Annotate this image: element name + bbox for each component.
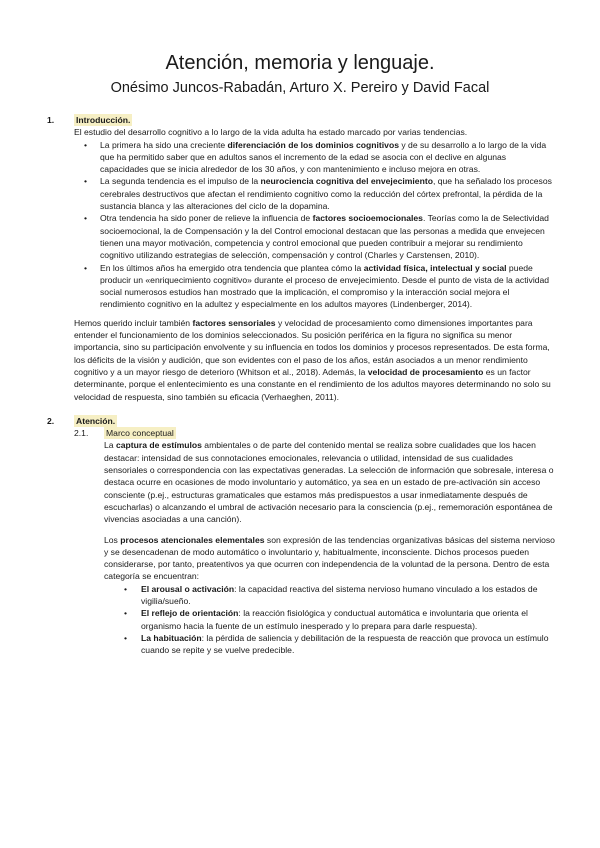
section-heading-atencion — [47, 415, 555, 427]
atencion-paragraph-2: Los procesos atencionales elementales son expresión de las tendencias organizativas básicas del sistema nervioso y se desencadenan de modo automático o involuntario y, habitualmente, inconsciente. Dichos procesos pueden considerarse, por tanto, preatentivos ya que ocurren con independencia de la voluntad de la persona. Dentro de esta categoría se encuentran: — [104, 534, 555, 582]
list-item: • En los últimos años ha emergido otra tendencia que plantea cómo la actividad física, intelectual y social puede producir un «enriquecimiento cognitivo» durante el proceso de envejecimiento. Desde el punto de vista de la actividad social numerosos estudios han mostrado que la implicación, el compromiso y la interacción social mejora el rendimiento cognitivo en la adultez y especialmente en los adultos mayores (Lindenberger, 2014). — [47, 262, 555, 311]
intro-lead: El estudio del desarrollo cognitivo a lo largo de la vida adulta ha estado marcado por varias tendencias. — [74, 127, 468, 138]
intro-paragraph: Hemos querido incluir también factores sensoriales y velocidad de procesamiento como dimensiones importantes para entender el funcionamiento de los dominios seleccionados. Su posición periférica en la figura no significa su menor importancia, sino su participación envolvente y su influencia en todos los dominios y procesos representados. De esta forma, los déficits de la visión y audición, que son evidentes con el paso de los años, están asociados a un menor rendimiento cognitivo y a un mayor riesgo de deterioro (Whitson et al., 2018). Además, la velocidad de procesamiento es un factor determinante, porque el enlentecimiento es una constante en el rendimiento de los adultos mayores determinando no solo su velocidad de respuesta, sino también su eficacia (Verhaeghen, 2011). — [74, 317, 551, 402]
document-body — [47, 114, 555, 656]
list-item: • El arousal o activación: la capacidad reactiva del sistema nervioso humano vinculado a los estados de vigilia/sueño. — [104, 583, 555, 608]
list-item: • Otra tendencia ha sido poner de relieve la influencia de factores socioemocionales. Teorías como la de Selectividad socioemocional, la de Compensación y la del Control emocional destacan que las personas a medida que envejecen tienen una mayor motivación, competencia y control emocional que pueden contribuir a mejorar su rendimiento cognitivo utilizando estrategias de selección, compensación y control (Charles y Carstensen, 2010). — [47, 212, 555, 261]
section-title: Atención. — [76, 415, 116, 426]
section-number: 1. — [47, 115, 55, 125]
document-authors: Onésimo Juncos-Rabadán, Arturo X. Pereiro y David Facal — [110, 80, 490, 96]
subsection-title: Marco conceptual — [106, 428, 174, 439]
section-title: Introducción. — [76, 115, 131, 125]
list-item: • La segunda tendencia es el impulso de la neurociencia cognitiva del envejecimiento, que ha señalado los procesos cerebrales destructivos que afectan el rendimiento cognitivo como la reducción del córtex prefrontal, la pérdida de la sustancia blanca y las alteraciones del ciclo de la dopamina. — [47, 175, 555, 212]
atencion-bullet-list — [104, 583, 555, 657]
subsection-number: 2.1. — [74, 428, 89, 439]
intro-bullet-list — [47, 139, 555, 311]
atencion-paragraph-1: La captura de estímulos ambientales o de parte del contenido mental se realiza sobre cualidades que los hacen destacar: intensidad de sus connotaciones emocionales, relevancia o utilidad, intensidad de sus cualidades sensoriales o correspondencia con las expectativas generadas. La selección de información que sobresale, interesa o destaca ocurre en ocasiones de modo involuntario y automático, ya sea en un estado de pre-activación sin acceso consciente (p.ej., estructuras gramaticales que estamos más predispuestos a usar inmediatamente después de escucharlas) o alcanzando el umbral de activación necesario para la consciencia (p.ej., rememoración espontánea de vivencias asociadas a una canción). — [104, 440, 554, 525]
list-item: • La habituación: la pérdida de saliencia y debilitación de la respuesta de reacción que provoca un estímulo cuando se repite y se vuelve predecible. — [104, 632, 555, 657]
subsection-heading — [74, 427, 555, 439]
list-item: • El reflejo de orientación: la reacción fisiológica y conductual automática e involuntaria que orienta el organismo hacia la fuente de un estímulo inesperado y lo prepara para darle respuesta). — [104, 607, 555, 632]
list-item: • La primera ha sido una creciente diferenciación de los dominios cognitivos y de su desarrollo a lo largo de la vida que ha permitido saber que en adultos sanos el incremento de la edad se asocia con el declive en algunas capacidades que se inicia alrededor de los 30 años, y con mantenimiento e incluso mejora en otras. — [47, 139, 555, 176]
document-title: Atención, memoria y lenguaje. — [165, 52, 435, 74]
section-heading-introduccion — [47, 114, 555, 126]
section-number: 2. — [47, 415, 55, 426]
